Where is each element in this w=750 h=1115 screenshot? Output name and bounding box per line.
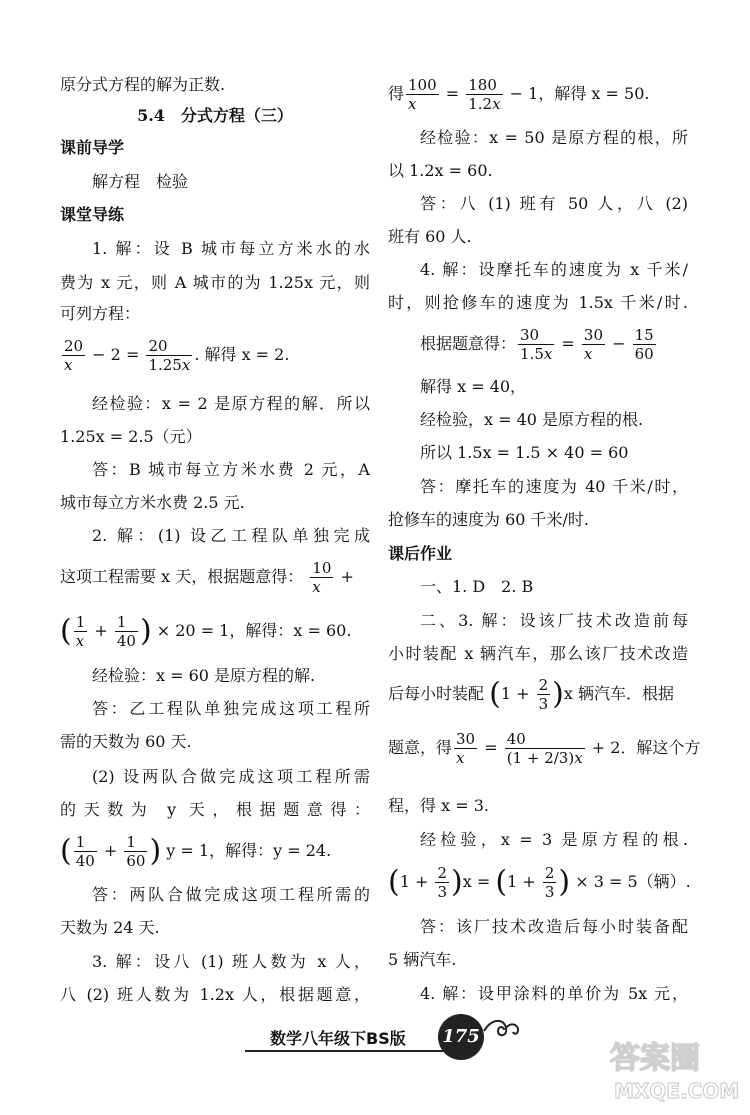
- fraction: $\frac{2}{3}$: [544, 864, 555, 901]
- text-line: 需的天数为 60 天.: [60, 732, 192, 751]
- text-line: 经检验：x = 50 是原方程的根，所: [420, 128, 688, 147]
- page-footer: [0, 1008, 750, 1115]
- equation-text: × 3 = 5（辆）.: [575, 872, 691, 891]
- text-line: 1. 解：设 B 城市每立方米水的水: [92, 239, 370, 258]
- footer-book-title: 数学八年级下BS版: [270, 1029, 406, 1048]
- text-line: 1.25x = 2.5（元）: [60, 427, 202, 446]
- text-line: 二、3. 解：设该厂技术改造前每: [420, 611, 688, 630]
- fraction: $\frac{2}{3}$: [437, 864, 448, 901]
- fraction: $\frac{40}{(1 + 2/3)x}$: [506, 730, 583, 767]
- fraction: $\frac{10}{x}$: [312, 559, 332, 596]
- text-line: 班有 60 人.: [388, 227, 472, 246]
- section-title: 5.4 分式方程（三）: [137, 106, 293, 125]
- text-line: 3. 解：设八 (1) 班人数为 x 人，: [92, 952, 370, 971]
- heading-class-practice: 课堂导练: [60, 205, 125, 224]
- watermark-top-text: 答案圈: [610, 1041, 700, 1076]
- fraction: $\frac{100}{x}$: [408, 76, 437, 113]
- fraction: $\frac{1}{60}$: [126, 833, 146, 870]
- text-line: 一、1. D 2. B: [420, 577, 534, 596]
- fraction: $\frac{1}{40}$: [75, 833, 95, 870]
- equation-line: (1 + $\frac{2}{3}$ )x = (1 + $\frac{2}{3}$ ) × 3 = 5（辆）.: [388, 864, 691, 901]
- watermark-logo: [606, 1028, 746, 1108]
- equation-text: 解得 x = 2.: [204, 345, 290, 364]
- fraction: $\frac{30}{x}$: [456, 730, 476, 767]
- equation-line: ( $\frac{1}{40}$ + $\frac{1}{60}$ ) y = 1，解得：y = 24.: [60, 833, 332, 870]
- text-line: 经检验，x = 3 是原方程的根.: [420, 830, 688, 849]
- equation-text: x =: [462, 872, 496, 891]
- text-line: 抢修车的速度为 60 千米/时.: [388, 510, 590, 529]
- text-line: 经检验：x = 2 是原方程的解．所以: [92, 394, 370, 413]
- text-line: 所以 1.5x = 1.5 × 40 = 60: [420, 443, 629, 462]
- text-line: 答：该厂技术改造后每小时装备配: [420, 917, 688, 936]
- text-line: 可列方程：: [60, 304, 141, 323]
- text-line: 天数为 24 天.: [60, 918, 160, 937]
- text-line: 答：两队合做完成这项工程所需的: [92, 885, 370, 904]
- text-line: 小时装配 x 辆汽车，那么该厂技术改造: [388, 644, 688, 663]
- equation-text: 这项工程需要 x 天，根据题意得：: [60, 567, 304, 586]
- heading-pre-study: 课前导学: [60, 138, 125, 157]
- equation-text: − 1，解得 x = 50.: [509, 84, 650, 103]
- text-line: 程，得 x = 3.: [388, 796, 489, 815]
- watermark-bottom-text: MXQE.COM: [614, 1079, 740, 1103]
- equation-text: 题意，得: [388, 738, 453, 757]
- text-line: 城市每立方米水费 2.5 元.: [60, 493, 245, 512]
- fraction: $\frac{2}{3}$: [538, 676, 549, 713]
- equation-text: + 2．解这个方: [591, 738, 701, 757]
- text-line: 5 辆汽车.: [388, 950, 457, 969]
- text-line: 解方程 检验: [92, 172, 189, 191]
- fraction: $\frac{30}{x}$: [583, 326, 604, 363]
- footer-rule: [245, 1050, 445, 1052]
- text-line: 经检验，x = 40 是原方程的根.: [420, 410, 644, 429]
- text-line: 解得 x = 40，: [420, 377, 527, 396]
- equation-line: 后每小时装配 (1 + $\frac{2}{3}$ )x 辆汽车．根据: [388, 676, 674, 713]
- equation-line: ( $\frac{1}{x}$ + $\frac{1}{40}$ ) × 20 = 1，解得：x = 60.: [60, 613, 352, 650]
- text-line: 答：八 (1) 班有 50 人，八 (2): [420, 194, 688, 213]
- text-line: (2) 设两队合做完成这项工程所需: [92, 767, 370, 786]
- fraction: $\frac{20}{x}$: [64, 337, 84, 374]
- equation-line: 根据题意得： $\frac{30}{1.5x}$ = $\frac{30}{x}$ − $\frac{15}{60}$: [420, 326, 654, 363]
- text-line: 4. 解：设摩托车的速度为 x 千米/: [420, 260, 688, 279]
- fraction: $\frac{15}{60}$: [634, 326, 654, 363]
- swirl-ornament-icon: [482, 1016, 522, 1046]
- equation-text: 得: [388, 84, 405, 103]
- text-line: 答：摩托车的速度为 40 千米/时，: [420, 477, 688, 496]
- text-line: 费为 x 元，则 A 城市的为 1.25x 元，则: [60, 273, 370, 292]
- text-line: 以 1.2x = 60.: [388, 161, 493, 180]
- heading-homework: 课后作业: [388, 544, 453, 563]
- text-line: 答：乙工程队单独完成这项工程所: [92, 699, 370, 718]
- text-line: 原分式方程的解为正数.: [60, 75, 226, 94]
- page-number-badge: 175: [438, 1014, 484, 1060]
- text-line: 经检验：x = 60 是原方程的解.: [92, 666, 316, 685]
- fraction: $\frac{180}{1.2x}$: [468, 76, 501, 113]
- text-line: 的天数为 y 天，根据题意得：: [60, 800, 370, 819]
- text-line: 八 (2) 班人数为 1.2x 人，根据题意，: [60, 985, 370, 1004]
- equation-text: y = 1，解得：y = 24.: [166, 841, 332, 860]
- fraction: $\frac{1}{x}$: [75, 613, 86, 650]
- equation-text: 根据题意得：: [420, 334, 517, 353]
- fraction: $\frac{30}{1.5x}$: [520, 326, 553, 363]
- equation-line: 得 $\frac{100}{x}$ = $\frac{180}{1.2x}$ − 1，解得 x = 50.: [388, 76, 650, 113]
- fraction: $\frac{1}{40}$: [116, 613, 136, 650]
- text-line: 时，则抢修车的速度为 1.5x 千米/时.: [388, 293, 688, 312]
- text-line: 2. 解：(1) 设乙工程队单独完成: [92, 526, 370, 545]
- text-line: 答：B 城市每立方米水费 2 元，A: [92, 460, 370, 479]
- equation-text: x 辆汽车．根据: [563, 684, 674, 703]
- equation-line: 这项工程需要 x 天，根据题意得： $\frac{10}{x}$ +: [60, 559, 354, 596]
- text-line: 4. 解：设甲涂料的单价为 5x 元，: [420, 984, 688, 1003]
- fraction: $\frac{20}{1.25x}$: [148, 337, 191, 374]
- equation-text: × 20 = 1，解得：x = 60.: [156, 621, 352, 640]
- equation-text: 后每小时装配: [388, 684, 485, 703]
- equation-line: $\frac{20}{x}$ − 2 = $\frac{20}{1.25x}$ . 解得 x = 2.: [64, 337, 290, 374]
- equation-line: 题意，得 $\frac{30}{x}$ = $\frac{40}{(1 + 2/3)x}$ + 2．解这个方: [388, 730, 701, 767]
